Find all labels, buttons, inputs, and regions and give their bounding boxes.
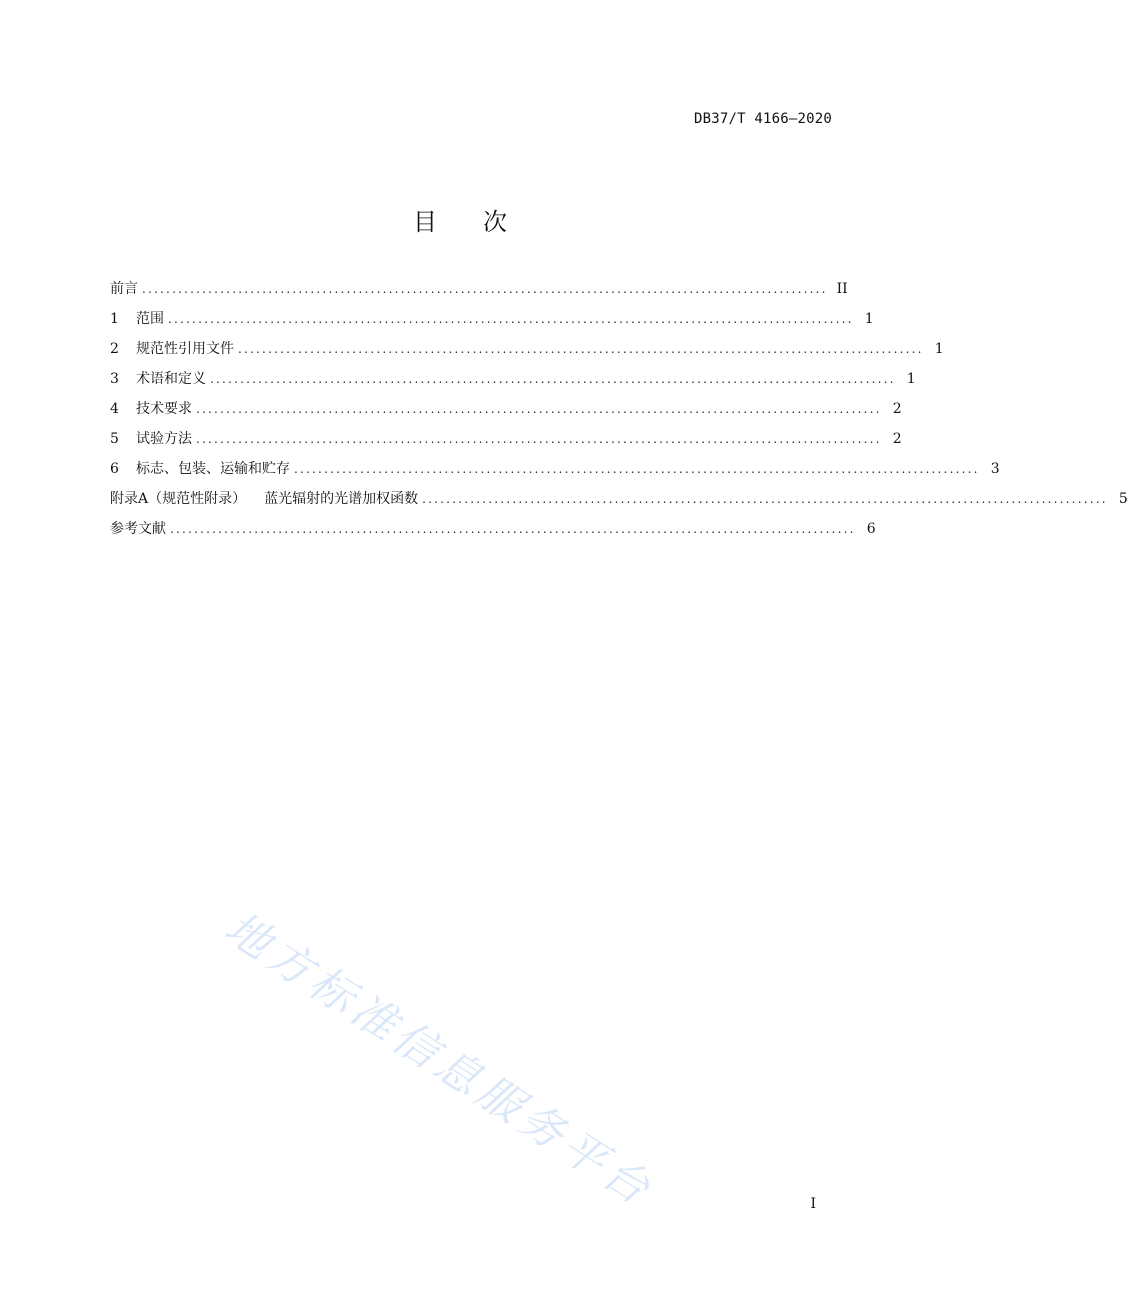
toc-entry-page: II: [836, 281, 848, 297]
toc-entry-label: 技术要求: [136, 401, 192, 417]
toc-entry-annex-a[interactable]: [110, 489, 1128, 519]
toc-entry-page: 3: [990, 461, 1000, 477]
toc-leader-dots: ..................................................................................................................: [196, 432, 882, 446]
toc-entry-label: 前言: [110, 281, 138, 297]
toc-entry-foreword[interactable]: [110, 279, 848, 309]
toc-entry-terms[interactable]: [110, 369, 916, 399]
toc-entry-number: 4: [110, 401, 119, 417]
toc-entry-label: 试验方法: [136, 431, 192, 447]
page-number: I: [810, 1196, 816, 1212]
toc-entry-page: 1: [934, 341, 944, 357]
toc-entry-label: 参考文献: [110, 521, 166, 537]
toc-entry-page: 1: [864, 311, 874, 327]
toc-entry-label: [110, 489, 418, 509]
watermark: 地方标准信息服务平台: [215, 902, 663, 1218]
toc-entry-label: 术语和定义: [136, 371, 206, 387]
annex-label: 附录A（规范性附录）: [110, 491, 247, 507]
toc-leader-dots: ..................................................................................................................: [422, 492, 1108, 506]
toc-entry-label: 标志、包装、运输和贮存: [136, 461, 290, 477]
standard-code: DB37/T 4166—2020: [693, 111, 832, 127]
toc-entry-bibliography[interactable]: [110, 519, 876, 549]
toc-entry-number: 3: [110, 371, 119, 387]
toc-entry-test-methods[interactable]: [110, 429, 902, 459]
toc-entry-page: 1: [906, 371, 916, 387]
toc-entry-number: 2: [110, 341, 119, 357]
toc-entry-number: 6: [110, 461, 119, 477]
toc-title-char-1: 目: [413, 208, 437, 236]
toc-entry-number: 5: [110, 431, 119, 447]
toc-leader-dots: ..................................................................................................................: [168, 312, 854, 326]
toc-leader-dots: ..................................................................................................................: [294, 462, 980, 476]
toc-leader-dots: ..................................................................................................................: [238, 342, 924, 356]
toc-entry-page: 2: [892, 431, 902, 447]
toc-leader-dots: ..................................................................................................................: [210, 372, 896, 386]
toc-entry-page: 6: [866, 521, 876, 537]
annex-title: 蓝光辐射的光谱加权函数: [264, 491, 419, 507]
toc-entry-marking-packaging[interactable]: [110, 459, 1000, 489]
toc-entry-label: 规范性引用文件: [136, 341, 234, 357]
toc-title-char-2: 次: [483, 208, 507, 236]
toc-entry-technical-requirements[interactable]: [110, 399, 902, 429]
toc-entry-page: 2: [892, 401, 902, 417]
table-of-contents: [110, 279, 1128, 549]
toc-entry-scope[interactable]: [110, 309, 874, 339]
toc-leader-dots: ..................................................................................................................: [170, 522, 856, 536]
toc-entry-number: 1: [110, 311, 119, 327]
toc-title: [0, 202, 920, 237]
toc-entry-normative-references[interactable]: [110, 339, 944, 369]
toc-leader-dots: ..................................................................................................................: [142, 282, 828, 296]
toc-leader-dots: ..................................................................................................................: [196, 402, 882, 416]
toc-entry-page: 5: [1118, 491, 1128, 507]
toc-entry-label: 范围: [136, 311, 164, 327]
